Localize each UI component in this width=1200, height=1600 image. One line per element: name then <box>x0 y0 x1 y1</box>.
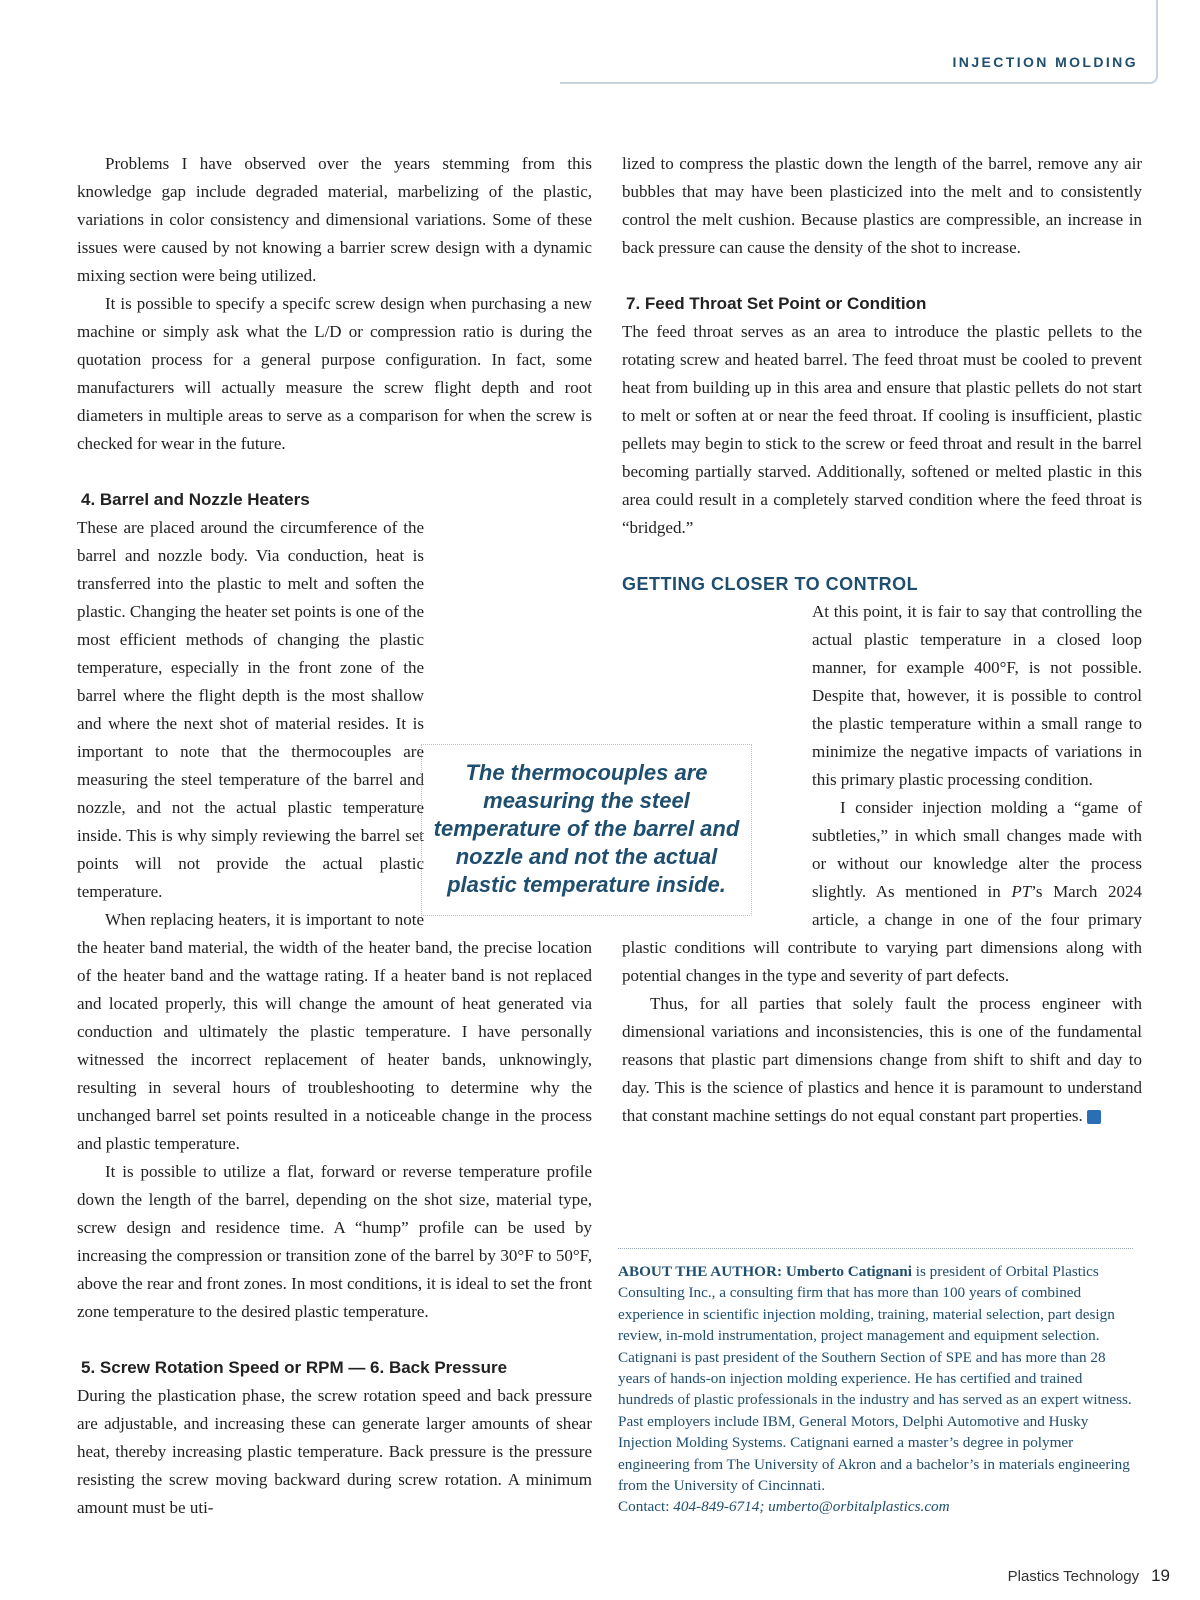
page-footer <box>1008 1566 1170 1586</box>
paragraph: During the plastication phase, the screw rotation speed and back pressure are adjustable, and increasing these can generate larger amounts of shear heat, thereby increasing plastic temperature. Back pressure is the pressure resisting the screw moving backward during screw rotation. A minimum amount must be uti- <box>77 1386 592 1517</box>
author-bio: is president of Orbital Plastics Consulting Inc., a consulting firm that has more than 100 years of combined experience in scientific injection molding, training, material selection, part design review, in-mold instrumentation, project management and equipment selection. Catignani is past president of the Southern Section of SPE and has more than 28 years of hands-on injection molding experience. He has certified and trained hundreds of plastic professionals in the industry and has served as an expert witness. Past employers include IBM, General Motors, Delphi Automotive and Husky Injection Molding Systems. Catignani earned a master’s degree in polymer engineering from The University of Akron and a bachelor’s in materials engineering from the University of Cincinnati. <box>618 1263 1132 1495</box>
publication-abbr: PT <box>1011 882 1032 901</box>
about-label: ABOUT THE AUTHOR: <box>618 1263 783 1280</box>
subheading-feed-throat: 7. Feed Throat Set Point or Condition <box>626 294 927 313</box>
pullquote-gap <box>622 682 804 920</box>
paragraph <box>622 598 1142 794</box>
paragraph-text: ’s March 2024 article, a change in one of the four primary plastic conditions will contribute to varying part dimensions along with potential changes in the type and severity of part defects. <box>622 882 1142 985</box>
paragraph: It is possible to utilize a flat, forward or reverse temperature profile down the length of the barrel, depending on the shot size, material type, screw design and residence time. A “hump” profile can be used by increasing the compression or transition zone of the barrel by 30°F to 50°F, above the rear and front zones. In most conditions, it is ideal to set the front zone temperature to the desired plastic temperature. <box>77 1162 592 1321</box>
end-mark-icon: PT <box>1087 1110 1101 1124</box>
paragraph-text: These are placed around the circumference of the barrel and nozzle body. Via conduction, heat is transferred into the plastic to melt and soften the plastic. Changing the heater set points is one of the most efficient methods of changing the plastic temperature, especially in the front zone of the barrel where the flight depth is the most shallow and where the next shot of material resides. It is important to note that the thermocouples are measuring the steel temperature of the barrel and nozzle, and not the actual plastic temperature inside. This is why simply reviewing the barrel set points will not provide the actual plastic temperature. <box>77 518 424 901</box>
paragraph: The feed throat serves as an area to introduce the plastic pellets to the rotating screw and heated barrel. The feed throat must be cooled to prevent heat from building up in this area and ensure that plastic pellets do not start to melt or soften at or near the feed throat. If cooling is insufficient, plastic pellets may begin to stick to the screw or feed throat and result in the barrel becoming partially starved. Additionally, softened or melted plastic in this area could result in a completely starved condition where the feed throat is “bridged.” <box>622 322 1142 537</box>
paragraph: Problems I have observed over the years stemming from this knowledge gap include degraded material, marbelizing of the plastic, variations in color consistency and dimensional variations. Some of these issues were caused by not knowing a barrier screw design with a dynamic mixing section were being utilized. <box>77 154 592 285</box>
paragraph-text: Thus, for all parties that solely fault the process engineer with dimensional variations and inconsistencies, this is one of the fundamental reasons that plastic part dimensions change from shift to shift and day to day. This is the science of plastics and hence it is paramount to understand that constant machine settings do not equal constant part properties. <box>622 994 1142 1125</box>
paragraph: lized to compress the plastic down the length of the barrel, remove any air bubbles that may have been plasticized into the melt and to consistently control the melt cushion. Because plastics are compressible, an increase in back pressure can cause the density of the shot to increase. <box>622 154 1142 257</box>
paragraph: When replacing heaters, it is important to note the heater band material, the width of the heater band, the precise location of the heater band and the wattage rating. If a heater band is not replaced and located properly, this will change the amount of heat generated via conduction and ultimately the plastic temperature. I have personally witnessed the incorrect replacement of heater bands, unknowingly, resulting in several hours of troubleshooting to determine why the unchanged barrel set points resulted in a noticeable change in the process and plastic temperature. <box>77 910 592 1153</box>
paragraph <box>622 990 1142 1130</box>
about-author <box>618 1248 1133 1518</box>
right-column <box>622 150 1142 1130</box>
section-header: INJECTION MOLDING <box>952 54 1138 70</box>
paragraph: It is possible to specify a specifc screw design when purchasing a new machine or simply ask what the L/D or compression ratio is during the quotation process for a general purpose configuration. In fact, some manufacturers will actually measure the screw flight depth and root diameters in multiple areas to serve as a comparison for when the screw is checked for wear in the future. <box>77 294 592 453</box>
page-number: 19 <box>1151 1566 1170 1585</box>
paragraph-text: I consider injection molding a “game of subtleties,” in which small changes made with or without our knowledge alter the process slightly. As mentioned in <box>812 798 1142 901</box>
author-name: Umberto Catignani <box>785 1263 912 1280</box>
header-frame <box>560 0 1158 84</box>
pullquote: The thermocouples are measuring the steel temperature of the barrel and nozzle and not the actual plastic temperature inside. <box>421 744 752 916</box>
publication-name: Plastics Technology <box>1007 1568 1140 1585</box>
contact-label: Contact: <box>618 1498 670 1516</box>
subheading-barrel-heaters: 4. Barrel and Nozzle Heaters <box>81 490 310 509</box>
contact-info: 404-849-6714; umberto@orbitalplastics.com <box>673 1498 950 1516</box>
paragraph-text: At this point, it is fair to say that controlling the actual plastic temperature in a closed loop manner, for example 400°F, is not possible. Despite that, however, it is possible to control the plastic temperature within a small range to minimize the negative impacts of variations in this primary plastic processing condition. <box>812 602 1142 789</box>
section-heading-control: GETTING CLOSER TO CONTROL <box>622 574 919 594</box>
subheading-screw-rotation: 5. Screw Rotation Speed or RPM — 6. Back Pressure <box>81 1358 508 1377</box>
